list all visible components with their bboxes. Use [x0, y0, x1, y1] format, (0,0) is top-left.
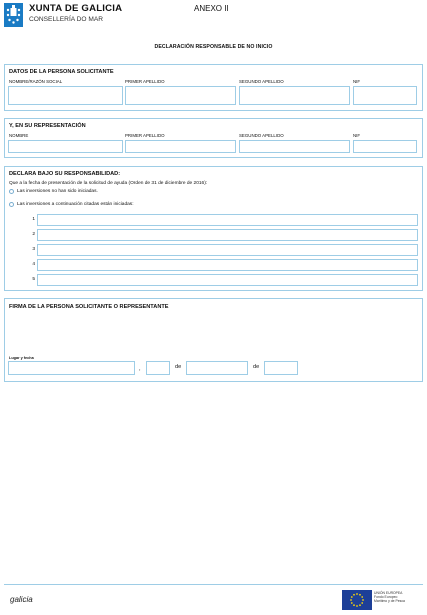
- footer-divider: [4, 584, 423, 585]
- de-separator: de: [175, 364, 182, 370]
- document-title: DECLARACIÓN RESPONSABLE DE NO INICIO: [154, 44, 273, 50]
- rep-second-surname-label: SEGUNDO APELLIDO: [239, 133, 284, 138]
- xunta-shield-logo: [4, 3, 23, 27]
- department-name: CONSELLERÍA DO MAR: [29, 16, 104, 23]
- rep-nif-field[interactable]: [353, 140, 417, 153]
- place-date-label: Lugar y fecha: [9, 356, 34, 360]
- row-number: 2: [32, 232, 35, 237]
- eu-line-3: Marítimo y de Pesca: [374, 599, 405, 604]
- representative-section: [4, 118, 423, 158]
- rep-first-surname-field[interactable]: [125, 140, 236, 153]
- investment-row-field[interactable]: [37, 244, 418, 256]
- signature-section-title: FIRMA DE LA PERSONA SOLICITANTE O REPRESENTANTE: [9, 304, 169, 310]
- applicant-section-title: DATOS DE LA PERSONA SOLICITANTE: [9, 69, 114, 75]
- rep-nif-label: NIF: [353, 133, 361, 138]
- applicant-nif-field[interactable]: [353, 86, 417, 105]
- eu-line-1: UNIÓN EUROPEA: [374, 591, 403, 595]
- applicant-name-field[interactable]: [8, 86, 123, 105]
- investment-row-field[interactable]: [37, 259, 418, 271]
- comma-separator: ,: [139, 366, 141, 372]
- month-field[interactable]: [186, 361, 248, 375]
- row-number: 1: [32, 217, 35, 222]
- rep-second-surname-field[interactable]: [239, 140, 350, 153]
- row-number: 3: [32, 247, 35, 252]
- row-number: 5: [32, 277, 35, 282]
- investment-row-field[interactable]: [37, 229, 418, 241]
- day-field[interactable]: [146, 361, 170, 375]
- name-label: NOMBRE/RAZÓN SOCIAL: [9, 79, 63, 84]
- declaration-intro: Que a la fecha de presentación de la solicitud de ayuda (Orden de 31 de diciembre de 2016):: [9, 181, 208, 186]
- nif-label: NIF: [353, 79, 361, 84]
- second-surname-label: SEGUNDO APELLIDO: [239, 79, 284, 84]
- applicant-second-surname-field[interactable]: [239, 86, 350, 105]
- not-started-label: Las inversiones no han sido iniciadas.: [17, 189, 98, 194]
- applicant-first-surname-field[interactable]: [125, 86, 236, 105]
- org-name: XUNTA DE GALICIA: [29, 3, 123, 14]
- representative-section-title: Y, EN SU REPRESENTACIÓN: [9, 123, 86, 129]
- applicant-section: [4, 64, 423, 111]
- year-field[interactable]: [264, 361, 298, 375]
- rep-first-surname-label: PRIMER APELLIDO: [125, 133, 165, 138]
- eu-line-2: Fondo Europeo: [374, 595, 398, 600]
- started-label: Las inversiones a continuación citadas están iniciadas:: [17, 202, 134, 207]
- declaration-section: [4, 166, 423, 291]
- investment-row-field[interactable]: [37, 214, 418, 226]
- not-started-radio[interactable]: [9, 189, 14, 194]
- signature-section: [4, 298, 423, 382]
- row-number: 4: [32, 262, 35, 267]
- rep-name-label: NOMBRE: [9, 133, 29, 138]
- eu-flag-logo: [342, 590, 372, 610]
- de-separator: de: [253, 364, 260, 370]
- eu-fund-text: [374, 591, 405, 604]
- declaration-section-title: DECLARA BAJO SU RESPONSABILIDAD:: [9, 171, 121, 177]
- investment-row-field[interactable]: [37, 274, 418, 286]
- rep-name-field[interactable]: [8, 140, 123, 153]
- galicia-brand-logo: galicia: [10, 595, 33, 604]
- place-field[interactable]: [8, 361, 135, 375]
- started-radio[interactable]: [9, 202, 14, 207]
- first-surname-label: PRIMER APELLIDO: [125, 79, 165, 84]
- annex-label: ANEXO II: [194, 4, 229, 13]
